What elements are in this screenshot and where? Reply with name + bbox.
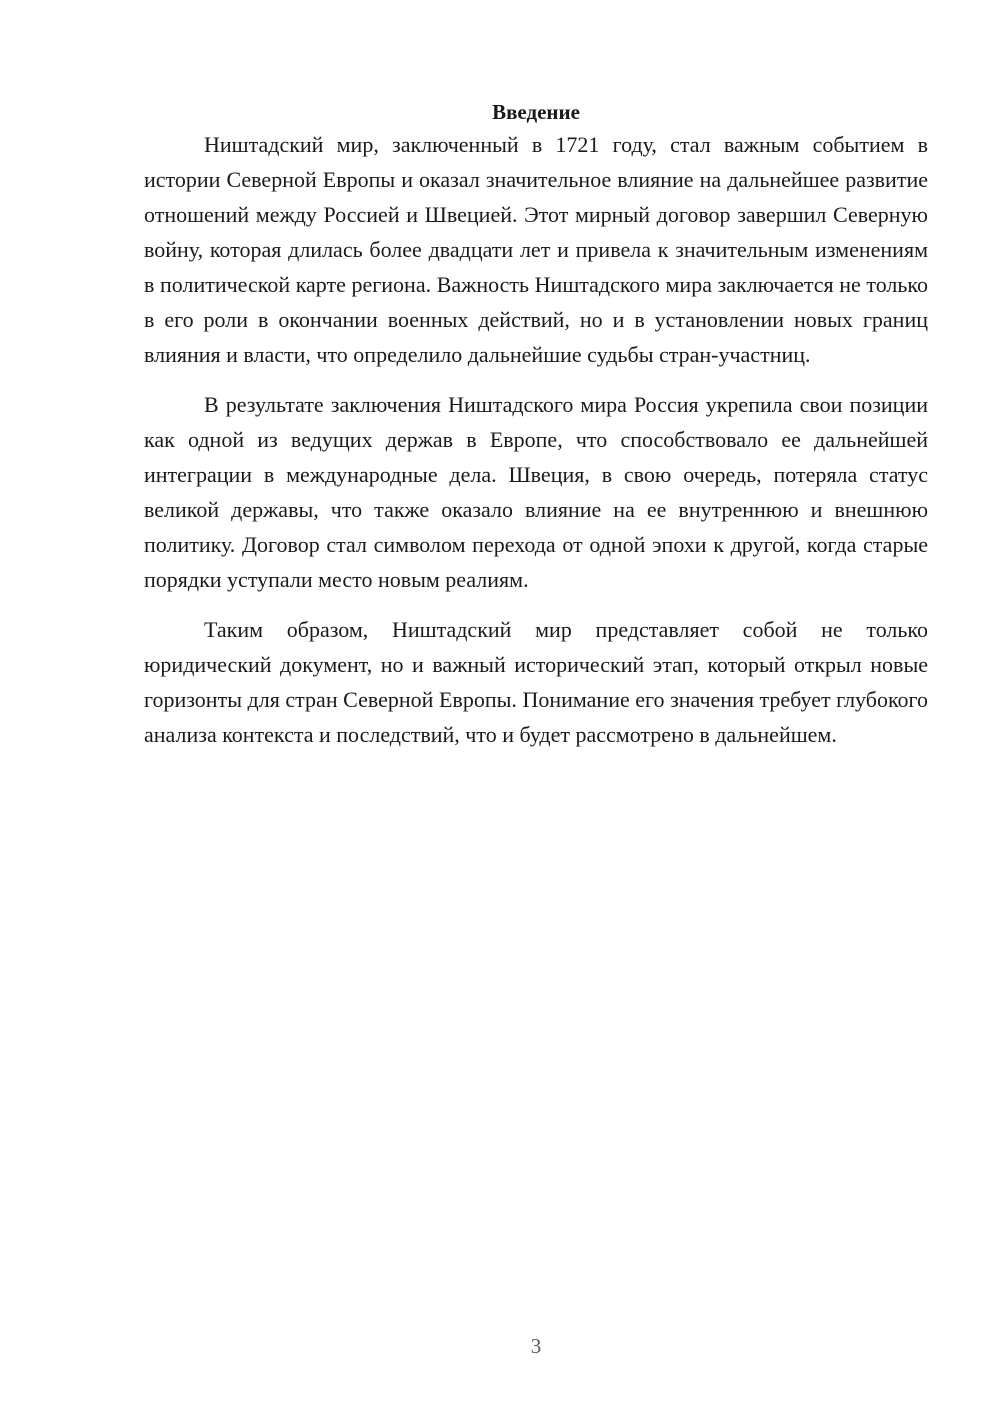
paragraph-2: В результате заключения Ништадского мира Россия укрепила свои позиции как одной из ведущих держав в Европе, что способствовало ее дальнейшей интеграции в международные дела. Швеция, в свою очередь, потеряла статус великой державы, что также оказало влияние на ее внутреннюю и внешнюю политику. Договор стал символом перехода от одной эпохи к другой, когда старые порядки уступали место новым реалиям. (144, 392, 928, 592)
paragraph-1: Ништадский мир, заключенный в 1721 году, стал важным событием в истории Северной Европы и оказал значительное влияние на дальнейшее развитие отношений между Россией и Швецией. Этот мирный договор завершил Северную войну, которая длилась более двадцати лет и привела к значительным изменениям в политической карте региона. Важность Ништадского мира заключается не только в его роли в окончании военных действий, но и в установлении новых границ влияния и власти, что определило дальнейшие судьбы стран-участниц. (144, 132, 928, 367)
page-content (144, 97, 928, 752)
section-heading: Введение (492, 100, 580, 124)
paragraph-3: Таким образом, Ништадский мир представляет собой не только юридический документ, но и важный исторический этап, который открыл новые горизонты для стран Северной Европы. Понимание его значения требует глубокого анализа контекста и последствий, что и будет рассмотрено в дальнейшем. (144, 617, 928, 747)
page-number: 3 (530, 1334, 542, 1358)
